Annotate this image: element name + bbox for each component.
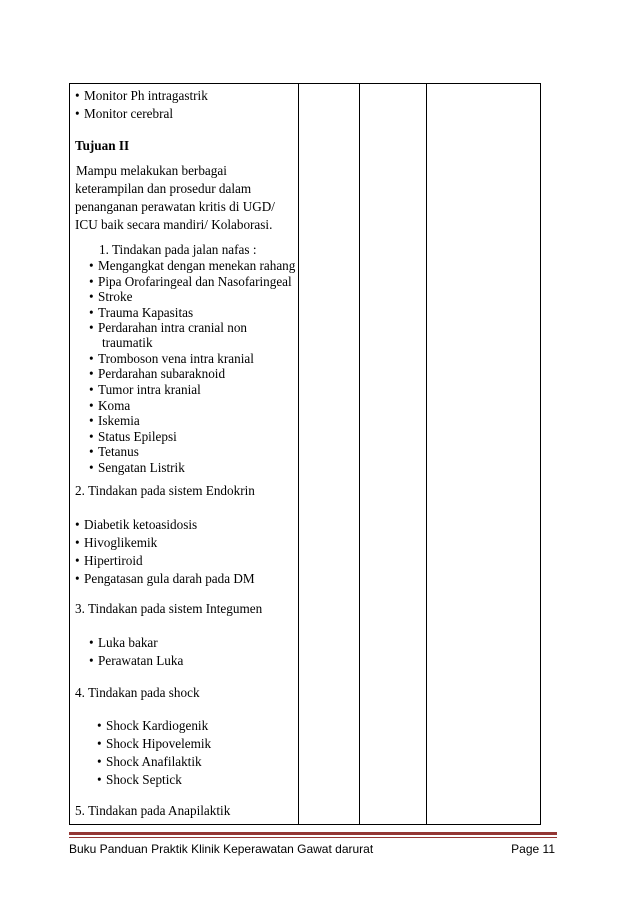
section-heading: 2. Tindakan pada sistem Endokrin [75, 483, 255, 498]
column-divider-2 [359, 84, 360, 824]
list-item: • Perdarahan subaraknoid [98, 366, 225, 382]
section-heading: Tujuan II [75, 138, 130, 153]
list-item: • Pengatasan gula darah pada DM [84, 571, 255, 587]
section-heading: 4. Tindakan pada shock [75, 685, 200, 700]
list-item-continuation: traumatik [102, 335, 153, 350]
paragraph-line: keterampilan dan prosedur dalam [75, 181, 252, 196]
list-item: • Perdarahan intra cranial non [98, 320, 247, 336]
list-item: • Shock Kardiogenik [106, 718, 208, 734]
list-item: • Hivoglikemik [84, 535, 157, 551]
footer-rule [69, 832, 557, 835]
footer-title: Buku Panduan Praktik Klinik Keperawatan Gawat darurat [69, 842, 374, 856]
section-heading: 3. Tindakan pada sistem Integumen [75, 601, 263, 616]
column-divider-3 [426, 84, 427, 824]
list-item: • Luka bakar [98, 635, 158, 651]
list-item: • Status Epilepsi [98, 429, 177, 445]
page-number: Page 11 [511, 842, 555, 856]
list-item: • Perawatan Luka [98, 653, 183, 669]
paragraph-line: penanganan perawatan kritis di UGD/ [75, 199, 275, 214]
paragraph-line: ICU baik secara mandiri/ Kolaborasi. [75, 217, 273, 232]
list-item: • Mengangkat dengan menekan rahang [98, 258, 295, 274]
list-item: • Diabetik ketoasidosis [84, 517, 197, 533]
list-item: • Tetanus [98, 444, 139, 460]
column-divider-1 [298, 84, 299, 824]
list-item: • Stroke [98, 289, 132, 305]
list-item: • Tumor intra kranial [98, 382, 201, 398]
list-item: • Shock Hipovelemik [106, 736, 211, 752]
list-item: • Iskemia [98, 413, 140, 429]
list-item: • Sengatan Listrik [98, 460, 185, 476]
section-heading: 5. Tindakan pada Anapilaktik [75, 803, 231, 818]
list-item: • Koma [98, 398, 130, 414]
list-item: • Pipa Orofaringeal dan Nasofaringeal [98, 274, 292, 290]
list-item: • Monitor Ph intragastrik [84, 88, 208, 104]
list-item: • Shock Septick [106, 772, 182, 788]
list-item: • Hipertiroid [84, 553, 143, 569]
list-item: • Tromboson vena intra kranial [98, 351, 254, 367]
checklist-table [69, 83, 541, 825]
section-heading: 1. Tindakan pada jalan nafas : [99, 242, 257, 257]
list-item: • Trauma Kapasitas [98, 305, 193, 321]
footer-rule-thin [69, 837, 557, 838]
list-item: • Shock Anafilaktik [106, 754, 202, 770]
list-item: • Monitor cerebral [84, 106, 173, 122]
paragraph-line: Mampu melakukan berbagai [76, 163, 227, 178]
